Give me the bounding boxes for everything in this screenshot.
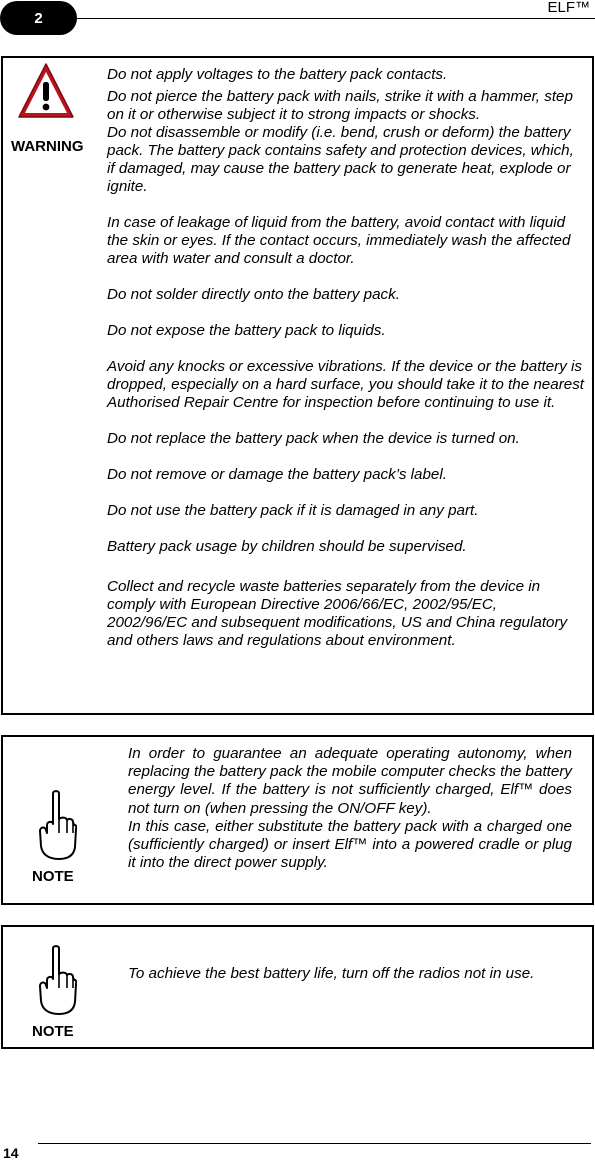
warning-box [1,56,594,715]
note-box [1,925,594,1049]
pointing-hand-icon [37,944,77,1016]
footer-rule [38,1143,591,1144]
note-label: NOTE [32,868,74,885]
header-rule [77,18,595,19]
note-paragraph: In this case, either substitute the battery pack with a charged one (sufficiently charged) or insert Elf™ into a powered cradle or plug it into the direct power supply. [128,817,572,872]
warning-paragraph: Avoid any knocks or excessive vibrations. If the device or the battery is dropped, especially on a hard surface, you should take it to the nearest Authorised Repair Centre for inspection before continuing to use it. [107,358,585,411]
warning-text [107,66,585,650]
chapter-number: 2 [34,9,43,27]
note-label: NOTE [32,1023,74,1040]
warning-paragraph: Do not solder directly onto the battery pack. [107,286,400,303]
note-paragraph: In order to guarantee an adequate operating autonomy, when replacing the battery pack the mobile computer checks the battery energy level. If the battery is not sufficiently charged, Elf™ does not turn on (when pressing the ON/OFF key). [128,745,572,817]
note-paragraph: To achieve the best battery life, turn off the radios not in use. [128,965,535,982]
page-header-title: ELF™ [547,0,590,16]
warning-paragraph: Battery pack usage by children should be supervised. [107,538,467,555]
note-box [1,735,594,905]
warning-paragraph: In case of leakage of liquid from the battery, avoid contact with liquid the skin or eyes. If the contact occurs, immediately wash the affected area with water and consult a doctor. [107,214,571,267]
warning-paragraph: Do not apply voltages to the battery pack contacts. [107,66,448,83]
warning-paragraph: Do not disassemble or modify (i.e. bend, crush or deform) the battery pack. The battery pack contains safety and protection devices, which, if damaged, may cause the battery pack to generate heat, explode or ignite. [107,124,574,195]
warning-paragraph: Do not use the battery pack if it is damaged in any part. [107,502,479,519]
warning-label: WARNING [11,138,84,155]
warning-paragraph: Collect and recycle waste batteries separately from the device in comply with European Directive 2006/66/EC, 2002/95/EC, 2002/96/EC and subsequent modifications, US and China regulatory and others laws and regulations about environment. [107,578,568,649]
pointing-hand-icon [37,789,77,861]
note-text [128,965,572,983]
warning-paragraph: Do not pierce the battery pack with nails, strike it with a hammer, step on it or otherwise subject it to strong impacts or shocks. [107,88,573,123]
warning-paragraph: Do not remove or damage the battery pack’s label. [107,466,447,483]
warning-paragraph: Do not expose the battery pack to liquids. [107,322,386,339]
chapter-badge [0,1,77,35]
warning-triangle-icon [17,62,75,120]
page-number: 14 [3,1145,19,1161]
warning-paragraph: Do not replace the battery pack when the device is turned on. [107,430,520,447]
note-text [128,745,572,872]
